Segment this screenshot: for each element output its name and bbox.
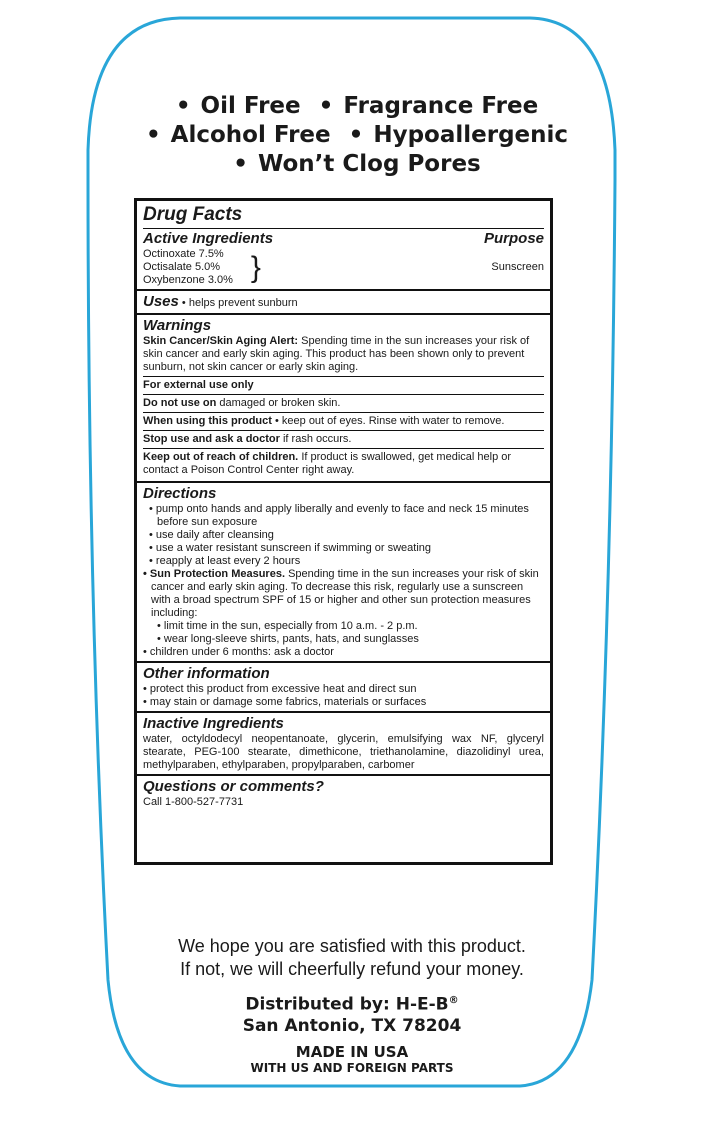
direction-item: • reapply at least every 2 hours <box>149 555 301 567</box>
satisfaction-line-2: If not, we will cheerfully refund your money. <box>180 959 524 979</box>
spm-item: • wear long-sleeve shirts, pants, hats, and sunglasses <box>157 633 419 645</box>
footer <box>0 935 704 1076</box>
do-not-text: damaged or broken skin. <box>219 397 341 409</box>
children-note: • children under 6 months: ask a doctor <box>143 646 334 658</box>
direction-item: • use daily after cleansing <box>149 529 274 541</box>
when-text: • keep out of eyes. Rinse with water to remove. <box>275 415 505 427</box>
purpose-heading: Purpose <box>483 230 544 247</box>
satisfaction-line-1: We hope you are satisfied with this product. <box>178 936 526 956</box>
other-item: • protect this product from excessive heat and direct sun <box>143 683 417 695</box>
direction-item: • use a water resistant sunscreen if swimming or sweating <box>149 542 432 554</box>
foreign-parts-note: WITH US AND FOREIGN PARTS <box>250 1060 454 1075</box>
ingredient-octisalate: Octisalate 5.0% <box>143 261 221 273</box>
inactive-ingredients-heading: Inactive Ingredients <box>143 715 284 732</box>
claims-row-1 <box>0 92 704 121</box>
active-ingredients-heading: Active Ingredients <box>143 230 274 247</box>
spm-text: Spending time in the sun increases your risk of skin cancer and early skin aging. To decrease this risk, regularly use a sunscreen with a broad spectrum SPF of 15 or higher and other sun protection measures including: <box>151 568 539 619</box>
do-not-use <box>143 394 544 412</box>
uses-section <box>137 291 550 315</box>
ingredient-octinoxate: Octinoxate 7.5% <box>143 248 224 260</box>
bullet: • <box>348 122 364 148</box>
inactive-ingredients-section <box>137 713 550 776</box>
claim-wont-clog-pores: Won’t Clog Pores <box>257 151 481 177</box>
questions-section <box>137 776 550 811</box>
uses-heading: Uses <box>143 293 179 310</box>
stop-text: if rash occurs. <box>282 433 352 445</box>
sun-protection-measures <box>143 568 544 620</box>
other-information-heading: Other information <box>143 665 270 682</box>
brace-icon: } <box>250 250 261 284</box>
directions-section <box>137 483 550 663</box>
distributor-city: San Antonio, TX 78204 <box>242 1015 462 1036</box>
keep-out-of-reach <box>143 448 544 479</box>
claim-hypoallergenic: Hypoallergenic <box>373 122 569 148</box>
warnings-heading: Warnings <box>143 317 212 334</box>
registered-mark: ® <box>448 995 459 1006</box>
drug-facts-title: Drug Facts <box>143 204 243 225</box>
active-ingredients-row <box>143 248 544 287</box>
keep-text: If product is swallowed, get medical help or contact a Poison Control Center right away. <box>143 451 512 476</box>
external-use <box>143 376 544 394</box>
distributor-line <box>0 990 704 1016</box>
do-not-label: Do not use on <box>143 397 217 409</box>
other-information-section <box>137 663 550 713</box>
when-label: When using this product <box>143 415 272 427</box>
inactive-ingredients-text: water, octyldodecyl neopentanoate, glycerin, emulsifying wax NF, glyceryl stearate, PEG-100 stearate, dimethicone, triethanolamine, diazolidinyl urea, methylparaben, ethylparaben, propylparaben, carbomer <box>143 733 544 771</box>
stop-use <box>143 430 544 448</box>
ingredient-oxybenzone: Oxybenzone 3.0% <box>143 274 233 286</box>
alert-label: Skin Cancer/Skin Aging Alert: <box>143 335 299 347</box>
phone-number: Call 1-800-527-7731 <box>143 796 244 808</box>
uses-text: • helps prevent sunburn <box>181 297 298 309</box>
divider <box>143 228 544 229</box>
active-ingredients-list <box>143 248 233 287</box>
purpose-value: Sunscreen <box>491 261 544 273</box>
bullet: • <box>318 93 334 119</box>
claim-alcohol-free: Alcohol Free <box>170 122 331 148</box>
claim-fragrance-free: Fragrance Free <box>343 93 539 119</box>
claims-row-2 <box>0 121 704 150</box>
other-item: • may stain or damage some fabrics, materials or surfaces <box>143 696 427 708</box>
when-using <box>143 412 544 430</box>
alert-text: Spending time in the sun increases your risk of skin cancer and early skin aging. This product has been shown only to prevent sunburn, not skin cancer or early skin aging. <box>143 335 530 373</box>
drug-facts-panel <box>134 198 553 865</box>
bullet: • <box>145 122 161 148</box>
questions-heading: Questions or comments? <box>143 778 324 795</box>
direction-item: • pump onto hands and apply liberally and evenly to face and neck 15 minutes before sun exposure <box>149 503 529 528</box>
distributor-text: Distributed by: H-E-B <box>245 994 449 1015</box>
drug-facts-title-section <box>137 201 550 291</box>
keep-label: Keep out of reach of children. <box>143 451 299 463</box>
active-ingredients-group <box>143 248 261 287</box>
bullet: • <box>175 93 191 119</box>
skin-cancer-alert <box>143 335 544 376</box>
directions-heading: Directions <box>143 485 217 502</box>
warnings-section <box>137 315 550 483</box>
claim-oil-free: Oil Free <box>200 93 301 119</box>
claims-row-3 <box>0 150 704 179</box>
external-label: For external use only <box>143 379 254 391</box>
made-in-usa: MADE IN USA <box>295 1042 409 1061</box>
bullet: • <box>233 151 248 177</box>
stop-label: Stop use and ask a doctor <box>143 433 280 445</box>
product-claims <box>0 92 704 179</box>
spm-item: • limit time in the sun, especially from 10 a.m. - 2 p.m. <box>157 620 418 632</box>
active-header-row <box>143 230 544 248</box>
spm-label: • Sun Protection Measures. <box>143 568 285 580</box>
